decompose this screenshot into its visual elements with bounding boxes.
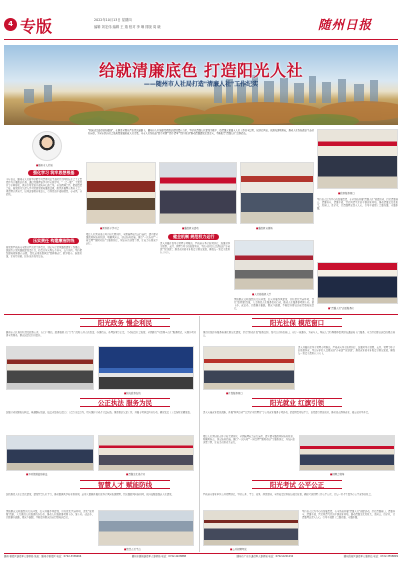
pledge-photo (159, 162, 237, 224)
footer-item: 随州高新区退役军人服务站 电话：0722-3558899 (343, 555, 398, 558)
section-head-gov: 阳光政务 慢企利民 (80, 318, 170, 327)
body-bot-4: 深入实施就业优先战略，开展"春风行动""民营企业招聘月"等公共就业服务专项活动，搭建供需对接平台。以党建引领促就业，推动重点群体就业，稳定就业基本盘。 (203, 411, 371, 414)
footer-rule (4, 553, 398, 554)
caption-enforce: ■ 劳动保障监察执法 (26, 472, 47, 476)
body-col-f: 坚持以人民为中心的发展思想，在全系统开展"清廉人社"创建活动，打造清廉窗口、清廉科室、清廉干部，营造风清气正的干事创业环境。推动清廉文化进机关、进窗口、进企业，让清廉理念深入人心，引导干部职工崇廉尚廉、守廉拒腐。 (317, 198, 398, 211)
hall-photo (234, 240, 314, 290)
body-bot-3: 加强劳动保障监察执法，畅通维权渠道，依法查处拖欠农民工工资等违法行为，切实维护劳动者合法权益。推进根治欠薪工作，开展专项执法检查行动，确保农民工工资按时足额发放。 (6, 411, 193, 414)
subhead-study: 强化学习 筑牢思想根基 (28, 170, 79, 176)
section-title: 专版 (20, 17, 53, 36)
subhead-mechanism: 健全机制 规范权力运行 (168, 234, 219, 240)
subhead-responsibility: 压实责任 构建廉洁防线 (28, 238, 79, 244)
committee-photo (86, 162, 156, 224)
lead-paragraph: "阳光就是最好的防腐剂"，在推进全面从严治党的道路上，随州市人社局始终把政治建设摆在首位，坚持以清廉人社建设为抓手，将清廉元素融入人社工作的全过程，以制度管权、以阳光透明用权，推动人社系统政治生态持续向好，为全市经济社会高质量发展贡献人社力量。全市人社系统以"四个对照""四个清单""四个机制"推动清廉建设走深走实，不断擦亮"清廉人社"品牌底色。 (88, 129, 314, 136)
caption-wisdom: ■ 智慧人社平台 (124, 547, 141, 551)
caption-staff: ■ 政务服务窗口 (338, 191, 355, 195)
body-bot-5b: 围绕群众反映强烈的突出问题，扎实开展作风建设，持续优化营商环境，深化"放管服"改革，大力推进人社服务快办行动，推动人社服务事项网上办、掌上办、就近办，让数据多跑路，群众少跑腿，不断提升群众的获得感和满意度。 (6, 510, 94, 520)
issue-line-2: 编辑 刘宏伟 编辑 王 瑞 校对 李 琳 排版 周 晓 (94, 25, 161, 29)
body-bot-1: 随州市人社局持续深化政务公开，在门户网站、政务服务大厅等平台及时公开人社政策、办事指南、办理结果等信息，主动接受社会监督。全面推行"互联网+人社"服务模式，实现多项业务全程网办，群众满意度持续提升。 (6, 331, 196, 338)
banner-title: 给就清廉底色 打造阳光人社 (98, 61, 304, 80)
body-col-b: 局党组严格落实全面从严治党主体责任，制定年度党风廉政建设工作要点，层层签订党风廉政建设责任书，将责任压实到每个科室、每个岗位。坚持把纪律和规矩挺在前面，深化运用监督执纪"四种形态"，抓早抓小、防微杜渐，让咬耳扯袖、红脸出汗成为常态。 (6, 246, 82, 259)
caption-social: ■ 社保服务窗口 (226, 391, 243, 395)
training-photo (6, 346, 94, 390)
body-col-d: 深入开展社保基金管理专项整治，严格落实基金监管制度，加强对基金征缴、支付、管理等环节的监督检查，坚决守护好人民群众的"养老钱""保命钱"。推进就业创业补贴资金规范发放，确保每一笔资金都用在刀刃上。 (160, 242, 230, 255)
enforce-photo (6, 435, 94, 471)
section-head-wisdom: 智慧人才 赋能防线 (80, 480, 170, 489)
wisdom-photo (98, 510, 194, 546)
footer (4, 555, 398, 567)
footer-item: 随州市广水市退役军人事务局 电话：0722-6221234 (236, 555, 294, 558)
exam-photo (203, 510, 299, 546)
portrait-photo (32, 131, 62, 161)
award-photo (317, 262, 398, 304)
masthead-logo: 随州日报 (318, 17, 373, 32)
body-bot-2b: 深入开展社保基金管理专项整治，严格落实基金监管制度，加强对基金征缴、支付、管理等环节的监督检查，坚决守护好人民群众的"养老钱""保命钱"。推进就业创业补贴资金规范发放，确保每一笔资金都用在刀刃上。 (298, 346, 395, 356)
staff-photo (317, 129, 398, 189)
caption-employ: ■ 招聘会现场 (330, 472, 344, 476)
social-photo (203, 346, 295, 390)
caption-portrait: ■ 随州市人社局 (36, 163, 53, 167)
caption-exam: ■ 公开招聘考试 (230, 547, 247, 551)
caption-pledge: ■ 廉政教育活动 (182, 226, 199, 230)
center-divider (199, 316, 200, 552)
sign-photo (98, 435, 194, 471)
lower-divider (4, 314, 398, 315)
body-col-c: 聚焦人社领域重点环节和关键岗位，全面梳理权力运行流程，建立健全廉政风险防控机制，明确风险点，制定防控措施。推行"一次告知""一窗受理""限时办结"等服务制度，压缩自由裁量空间，让权力在阳光下运行。 (86, 233, 158, 246)
caption-hall: ■ 人社局服务大厅 (252, 292, 271, 296)
issue-line-1: 2022年10月13日 星期四 (94, 18, 132, 22)
caption-meeting: ■ 廉政教育现场 (256, 226, 273, 230)
section-head-social: 阳光社保 模范窗口 (252, 318, 342, 327)
employ-photo (299, 435, 395, 471)
caption-forum: ■ 阳光政务在线 (124, 391, 141, 395)
section-head-employ: 阳光就业 红旗引领 (252, 398, 342, 407)
meeting-photo (240, 162, 314, 224)
masthead-rule (4, 39, 398, 40)
body-bot-5: 加快推进人社信息化建设，建设智慧人社平台，推动数据共享和业务协同，运用大数据开展社保基金风险监测预警，织密廉政风险防控网，以科技赋能廉洁人社建设。 (6, 493, 174, 496)
banner (4, 45, 398, 125)
body-bot-4b: 聚焦人社领域重点环节和关键岗位，全面梳理权力运行流程，建立健全廉政风险防控机制，明确风险点，制定防控措施。推行"一次告知""一窗受理""限时办结"等服务制度，压缩自由裁量空间，让权力在阳光下运行。 (203, 435, 295, 445)
section-head-exam: 阳光考试 公平公正 (252, 480, 342, 489)
body-bot-6: 严格落实事业单位公开招聘制度，坚持公开、平等、竞争、择优原则，全程接受纪检监察部门监督，确保考试招聘工作公平公正，让每一位考生都享有公平竞争的机会。 (203, 493, 373, 496)
body-col-e: 围绕群众反映强烈的突出问题，扎实开展作风建设，持续优化营商环境，深化"放管服"改革，大力推进人社服务快办行动，推动人社服务事项网上办、掌上办、就近办，让数据多跑路，群众少跑腿，不断提升群众的获得感和满意度。 (234, 298, 314, 311)
caption-sign: ■ 清廉文化进企业 (126, 472, 145, 476)
forum-photo (98, 346, 194, 390)
footer-item: 随州·曾都区退役军人事务局 地址：随州市曾都区 电话：0722-3336666 (4, 555, 82, 558)
body-bot-2: 推进社保经办服务标准化规范化建设，打造"阳光社保"服务品牌。设立综合柜员窗口，实行一窗通办，为老年人、残疾人等特殊群体提供绿色通道和上门服务，全力打造群众满意的模范窗口。 (203, 331, 395, 338)
body-bot-6b: 坚持以人民为中心的发展思想，在全系统开展"清廉人社"创建活动，打造清廉窗口、清廉科室、清廉干部，营造风清气正的干事创业环境。推动清廉文化进机关、进窗口、进企业，让清廉理念深入人心，引导干部职工崇廉尚廉、守廉拒腐。 (302, 510, 395, 520)
caption-award: ■ "清廉人社"志愿服务队 (328, 306, 354, 310)
section-number-badge: 4 (4, 18, 17, 31)
masthead (0, 0, 402, 46)
section-head-enforce: 公正执法 服务为民 (80, 398, 170, 407)
footer-item: 随州市随县退役军人事务局 电话：0722-4228888 (131, 555, 187, 558)
caption-committee: ■ 领导班子学习会 (100, 226, 119, 230)
body-col-a: 今年以来，随州市人社局坚持把学习贯彻习近平新时代中国特色社会主义思想作为首要政治任务，通过党组理论学习中心组学习、"三会一课"、主题党日等多种形式，教育引导党员干部筑牢信仰之基、补足精神之钙、把稳思想之舵。局党组带头深入学习党章党规和廉政法规，组织开展警示教育大会，观看警示教育片，以身边事教育身边人，引导党员干部知敬畏、存戒惧、守底线。 (6, 178, 82, 197)
banner-subtitle: ——随州市人社局打造"清廉人社"工作纪实 (143, 81, 259, 88)
